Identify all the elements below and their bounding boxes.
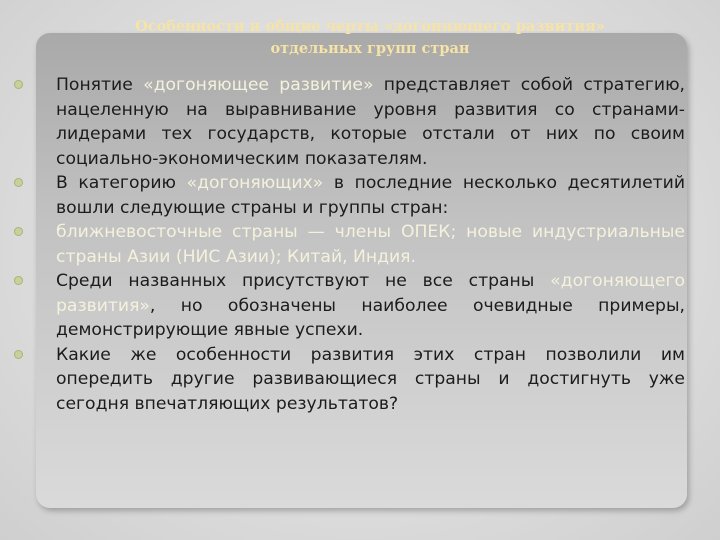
bullet-dot-icon [14, 178, 23, 187]
bullet-highlight-text: «догоняющих» [186, 173, 324, 193]
slide-title [100, 16, 640, 60]
bullet-text: Понятие [56, 75, 144, 95]
bullet-text: Среди названных присутствуют не все страны [56, 271, 551, 291]
bullet-text: в последние несколько десятилетий вошли следующие страны и группы стран: [56, 173, 686, 218]
bullet-item-4 [56, 269, 685, 343]
bullet-text: представляет собой стратегию, нацеленную на выравнивание уровня развития со странами-лидерами тех государств, которые отстали от них по своим социально-экономическим показателям. [56, 75, 685, 169]
slide-title-line-2: отдельных групп стран [270, 40, 470, 57]
bullet-highlight-text: «догоняющего развития» [56, 271, 685, 316]
bullet-list [0, 73, 720, 416]
bullet-highlight-text: «догоняющее развитие» [143, 75, 374, 95]
bullet-text: , но обозначены наиболее очевидные примеры, демонстрирующие явные успехи. [56, 295, 685, 340]
slide-title-line-1: Особенности и общие черты «догоняющего развития» [135, 18, 605, 35]
bullet-text: Какие же особенности развития этих стран позволили им опередить другие развивающиеся страны и достигнуть уже сегодня впечатляющих результатов? [56, 344, 685, 414]
bullet-item-1 [56, 73, 685, 171]
bullet-dot-icon [14, 276, 23, 285]
bullet-item-2 [56, 171, 685, 220]
bullet-item-5 [56, 343, 685, 417]
bullet-dot-icon [14, 80, 23, 89]
bullet-item-3 [56, 220, 685, 269]
bullet-text: В категорию [56, 173, 187, 193]
bullet-highlight-text: ближневосточные страны — члены ОПЕК; новые индустриальные страны Азии (НИС Азии); Китай, Индия. [56, 222, 685, 267]
bullet-dot-icon [14, 350, 23, 359]
bullet-dot-icon [14, 227, 23, 236]
